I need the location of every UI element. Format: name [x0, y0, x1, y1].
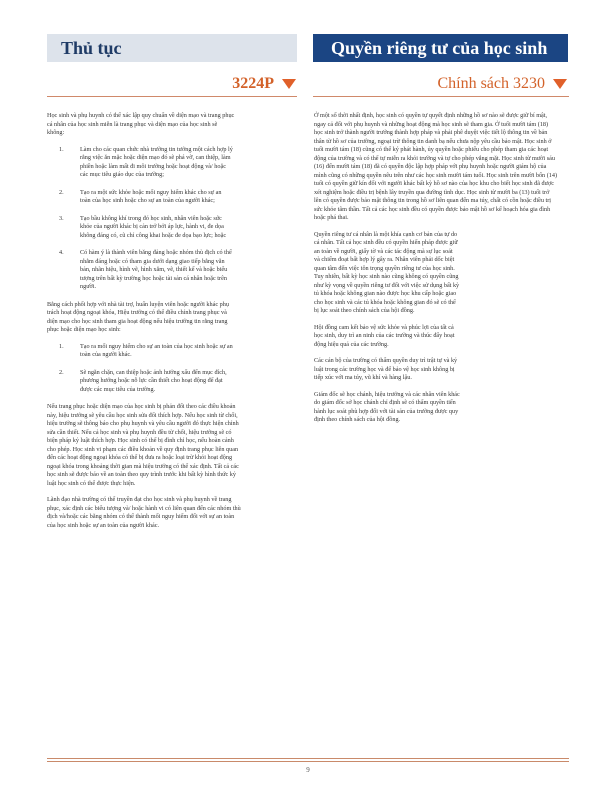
list-text: Có hàm ý là thành viên băng đảng hoặc nhóm thù địch có thể nhằm đáng hoặc có tham gia dưới dạng giao tiếp bằng văn bản, nhãn hiệu, hình vẽ, hình xăm, vẽ, thiết kế và hoặc biểu tượng trên bất kỳ trường học hoặc tài sản cá nhân hoặc trên người.: [80, 249, 232, 290]
right-column: [314, 112, 560, 433]
privacy-title: Quyền riêng tư của học sinh: [331, 37, 548, 58]
activity-paragraph: Bằng cách phối hợp với nhà tài trợ, huấn luyện viên hoặc người khác phụ trách hoạt động ngoại khóa, Hiệu trưởng có thể điều chỉnh trang phục và diện mạo cho học sinh tham gia hoạt động nếu hiệu trưởng tin rằng trang phục hoặc diện mạo học sinh:: [47, 300, 229, 333]
list-text: Tạo ra một sức khỏe hoặc mối nguy hiểm khác cho sự an toàn của học sinh hoặc cho sự an toàn của người khác;: [80, 188, 222, 204]
privacy-paragraph-5: Giám đốc sẽ học chánh, hiệu trưởng và các nhân viên khác do giám đốc sở học chánh chỉ định sẽ có thẩm quyền tiến hành lục soát phù hợp đối với tài sản của trường được quy định theo chính sách của hội đồng.: [314, 390, 460, 423]
list-item: [47, 146, 293, 180]
privacy-paragraph-1: Ở một số thời nhất định, học sinh có quyền tự quyết định những hồ sơ nào sẽ được giữ bí mật, ngay cả đối với phụ huynh và những hoạt động mà học sinh sẽ tham gia. Ở tuổi mười tám (18) học sinh trở thành người trưởng thành hợp pháp và phải phê duyệt việc tiết lộ thông tin về bản thân từ hồ sơ của trường, ngoại trừ thông tin danh bạ nếu chưa nộp yêu cầu bảo mật. Học sinh ở tuổi mười tám (18) cũng có thể ký phát hành, ủy quyền hoặc phiếu cho phép tham gia các hoạt động của trường và có thể tự miễn ra khỏi trường và tự cho phép vắng mặt. Học sinh từ mười sáu (16) đến mười tám (18) đã có quyền độc lập hợp pháp với phụ huynh hoặc người giám hộ của mình cũng có những quyền nêu trên như các học sinh mười tám tuổi. Học sinh trên mười bốn (14) tuổi có quyền giữ kín đối với người khác bất kỳ hồ sơ nào của học khu cho biết học sinh đã được xét nghiệm hoặc điều trị bệnh lây truyền qua đường tình dục. Học sinh từ mười ba (13) tuổi trở lên có quyền được bảo mật thông tin trong hồ sơ liên quan đến ma túy, chất có cồn hoặc điều trị sức khỏe tâm thần. Tất cả các học sinh đều có quyền được bảo mật hồ sơ kế hoạch hóa gia đình hoặc phá thai.: [314, 112, 558, 221]
list-number: 2.: [59, 368, 64, 376]
list-number: 1.: [59, 145, 64, 153]
policy-code: [437, 74, 567, 94]
page-number: 9: [306, 766, 310, 774]
privacy-header: [313, 34, 568, 62]
right-header-rule: [313, 96, 569, 97]
list-text: Tạo ra mối nguy hiểm cho sự an toàn của học sinh hoặc sự an toàn của người khác.: [80, 342, 233, 358]
left-column: [47, 112, 293, 538]
list-text: Sẽ ngăn chặn, can thiệp hoặc ảnh hưởng xấu đến mục đích, phương hướng hoặc nỗ lực cần thiết cho hoạt động để đạt được các mục tiêu của trường.: [80, 368, 227, 393]
privacy-paragraph-2: Quyền riêng tư cá nhân là một khía cạnh cơ bản của tự do cá nhân. Tất cả học sinh đều có quyền hiến pháp được giữ an toàn về người, giấy tờ và các tác động mà sự lục soát và chiếm đoạt bất hợp lý gây ra. Nhân viên phải dốc biệt quan tâm đến việc tôn trọng quyền riêng tư của học sinh. Tuy nhiên, bất kỳ học sinh nào cũng không có quyền cũng như kỳ vọng về quyền riêng tư đối với việc sử dụng bất kỳ tủ khóa hoặc không gian nào được học khu cấp hoặc giao cho học sinh và các tủ khóa hoặc không gian đó sẽ có thể bị lục soát theo chính sách của hội đồng.: [314, 230, 460, 314]
list-item: [47, 343, 293, 360]
intro-paragraph: Học sinh và phụ huynh có thể xác lập quy chuẩn về diện mạo và trang phục cá nhân của học sinh miễn là trang phục và diện mạo của học sinh sẽ không:: [47, 112, 235, 136]
list-item: [47, 189, 293, 206]
triangle-down-icon: [282, 79, 296, 89]
list-number: 2.: [59, 188, 64, 196]
privacy-paragraph-4: Các cán bộ của trường có thẩm quyền duy trì trật tự và kỷ luật trong các trường học và để bảo vệ học sinh không bị tiếp xúc với ma túy, vũ khí và hàng lậu.: [314, 357, 458, 381]
policy-code-label: Chính sách 3230: [437, 75, 545, 92]
procedure-title: Thủ tục: [61, 37, 122, 58]
procedure-code-label: 3224P: [232, 75, 274, 92]
gang-paragraph: Lãnh đạo nhà trường có thể truyền đạt cho học sinh và phụ huynh về trang phục, xác định các biểu tượng và/ hoặc hành vi có liên quan đến các nhóm thù địch và/hoặc các băng nhóm có thể thành mối nguy hiểm đối với sự an toàn của học sinh hoặc sự an toàn của người khác.: [47, 496, 241, 529]
footer-rule-top: [47, 758, 569, 759]
triangle-down-icon: [553, 79, 567, 89]
list-item: [47, 249, 293, 292]
list-item: [47, 215, 293, 241]
list-number: 3.: [59, 214, 64, 222]
privacy-paragraph-3: Hội đồng cam kết bảo vệ sức khỏe và phúc lợi của tất cả học sinh, duy trì an ninh của các trường và thúc đẩy hoạt động hiệu quả của các trường.: [314, 323, 455, 348]
discipline-paragraph: Nếu trang phục hoặc diện mạo của học sinh bị phản đối theo các điều khoản này, hiệu trưởng sẽ yêu cầu học sinh sửa đổi thích hợp. Nếu học sinh từ chối, hiệu trưởng sẽ thông báo cho phụ huynh và yêu cầu người đó thực hiện chỉnh sửa cần thiết. Nếu cả học sinh và phụ huynh đều từ chối, hiệu trưởng sẽ có biện pháp kỷ luật thích hợp. Học sinh có thể bị đình chỉ học, nếu hoàn cảnh cho phép. Học sinh vi phạm các điều khoản về quy định trang phục liên quan đến các hoạt động ngoại khóa có thể bị đưa ra hoặc loại trừ khỏi hoạt động ngoại khóa trong khoảng thời gian mà hiệu trưởng có thể xác định. Tất cả các học sinh sẽ được báo về an toàn theo quy trình trước khi bất kỳ hình thức kỷ luật học sinh có thể được thực hiện.: [47, 403, 239, 487]
list-text: Làm cho các quan chức nhà trường tin tưởng một cách hợp lý rằng việc ăn mặc hoặc diện mạo đó sẽ phá vỡ, can thiệp, làm phiền hoặc làm mất đi môi trường hoặc hoạt động và/ hoặc các mục tiêu giáo dục của trường;: [80, 145, 233, 178]
procedure-header: [47, 34, 297, 62]
procedure-code: [232, 74, 296, 94]
list-number: 1.: [59, 342, 64, 350]
list-number: 4.: [59, 249, 64, 256]
list-item: [47, 369, 293, 395]
left-header-rule: [47, 96, 297, 97]
list-text: Tạo bầu không khí trong đó học sinh, nhân viên hoặc sức khỏe của người khác bị cản trở bởi áp lực, hành vi, đe dọa không đáng có, cũ chỉ công khai hoặc đe dọa bạo lực; hoặc: [80, 214, 227, 239]
footer-rule-bottom: [47, 761, 569, 762]
